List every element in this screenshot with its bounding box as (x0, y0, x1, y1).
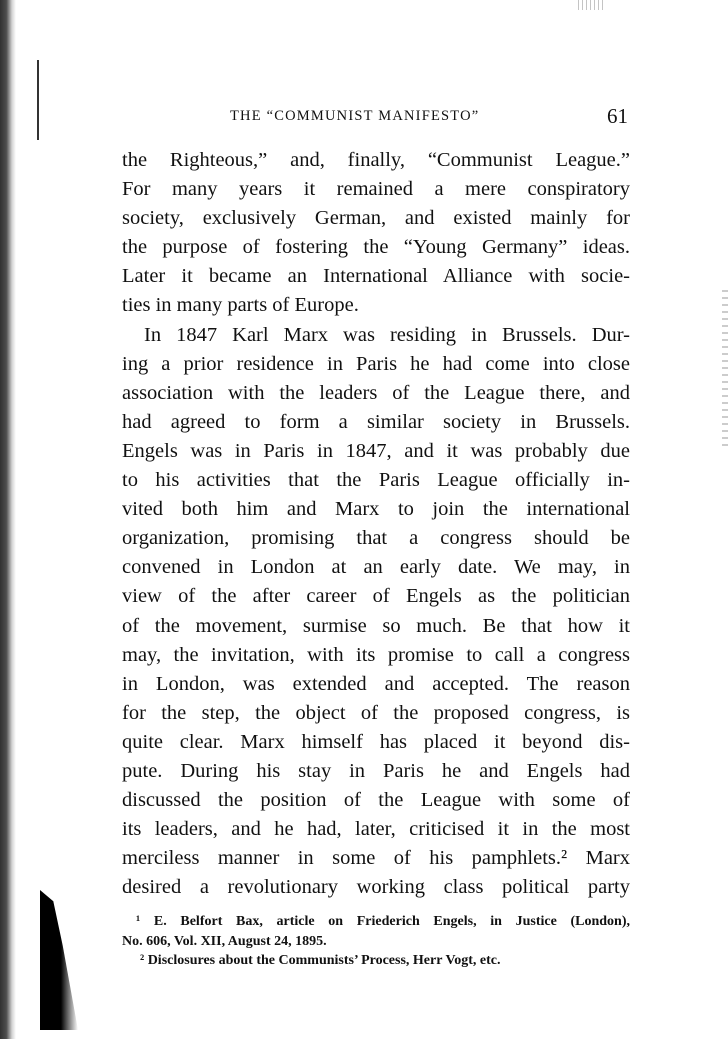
body-line: of the movement, surmise so much. Be that how it (122, 614, 630, 637)
footnote-2: ² Disclosures about the Communists’ Process, Herr Vogt, etc. (140, 953, 501, 968)
body-line: discussed the position of the League with some of (122, 789, 630, 812)
body-line: pute. During his stay in Paris he and Engels had (122, 759, 630, 782)
body-line: its leaders, and he had, later, criticised it in the most (122, 818, 630, 841)
body-line: merciless manner in some of his pamphlets.² Marx (122, 847, 630, 870)
body-text (122, 146, 630, 902)
scan-edge-blot (40, 890, 78, 1030)
body-line: society, exclusively German, and existed mainly for (122, 207, 630, 230)
body-line: ties in many parts of Europe. (122, 294, 359, 317)
body-line: the purpose of fostering the “Young Germany” ideas. (122, 236, 630, 259)
body-line: organization, promising that a congress should be (122, 527, 630, 550)
body-line: Engels was in Paris in 1847, and it was probably due (122, 439, 630, 462)
body-line: the Righteous,” and, finally, “Communist League.” (122, 149, 630, 171)
body-line: In 1847 Karl Marx was residing in Brussels. Dur- (144, 323, 630, 346)
body-line: may, the invitation, with its promise to call a congress (122, 643, 630, 666)
scan-top-noise (578, 0, 606, 10)
scan-right-edge-noise (722, 290, 728, 450)
footnote-1-continued: No. 606, Vol. XII, August 24, 1895. (122, 933, 327, 949)
scan-edge-line (37, 60, 39, 140)
footnote-1: ¹ E. Belfort Bax, article on Friederich Engels, in Justice (London), (136, 914, 630, 929)
body-line: for the step, the object of the proposed congress, is (122, 701, 630, 724)
scan-spine-shadow (0, 0, 16, 1039)
body-line: ing a prior residence in Paris he had come into close (122, 352, 630, 375)
body-line: For many years it remained a mere conspiratory (122, 178, 630, 201)
body-line: association with the leaders of the League there, and (122, 381, 630, 404)
running-title: THE “COMMUNIST MANIFESTO” (230, 108, 480, 124)
body-line: in London, was extended and accepted. The reason (122, 672, 630, 695)
body-line: desired a revolutionary working class political party (122, 876, 630, 899)
body-line: to his activities that the Paris League officially in- (122, 469, 630, 492)
body-line: vited both him and Marx to join the international (122, 498, 630, 521)
body-line: Later it became an International Alliance with socie- (122, 265, 630, 288)
body-line: had agreed to form a similar society in Brussels. (122, 410, 630, 433)
page-number: 61 (607, 104, 628, 128)
body-line: view of the after career of Engels as the politician (122, 585, 630, 608)
running-head (122, 104, 630, 132)
footnotes (122, 912, 630, 971)
body-line: quite clear. Marx himself has placed it beyond dis- (122, 730, 630, 753)
body-line: convened in London at an early date. We may, in (122, 556, 630, 579)
